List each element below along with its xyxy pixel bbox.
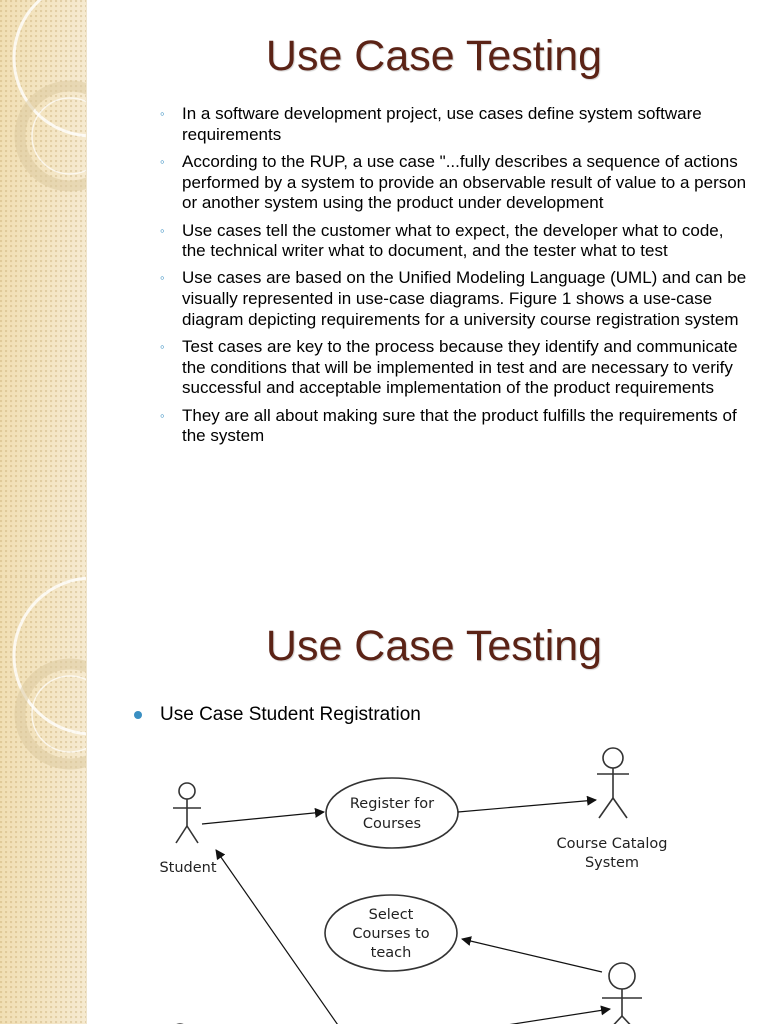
- bullet-marker: ◦: [160, 270, 165, 286]
- register-courses-label-line2: Courses: [362, 816, 422, 832]
- professor-to-select-arrow: [462, 939, 602, 972]
- decorative-rings-icon: [0, 0, 86, 576]
- list-item: ◦ Test cases are key to the process because they identify and communicate the conditions that will be implemented in test and are necessary to verify successful and acceptable implementation of the product requirements: [160, 337, 738, 398]
- course-catalog-label-line2: System: [584, 855, 640, 871]
- lower-to-professor-arrow: [462, 1009, 610, 1024]
- slide-title: Use Case Testing: [265, 622, 603, 670]
- bullet-list: [158, 104, 748, 454]
- register-courses-label-line1: Register for: [349, 796, 435, 812]
- list-item: ◦ In a software development project, use cases define system software requirements: [160, 104, 702, 144]
- lower-to-student-arrow: [216, 850, 340, 1024]
- slide-2: [0, 576, 768, 1024]
- decorative-side-band: [0, 576, 87, 1024]
- bullet-marker: ◦: [160, 106, 165, 121]
- bullet-dot-icon: [134, 711, 142, 719]
- professor-actor-icon: [602, 963, 642, 1024]
- bullet-marker: ◦: [160, 407, 165, 423]
- select-courses-label-line3: teach: [370, 945, 412, 961]
- bullet-marker: ◦: [160, 153, 165, 169]
- course-catalog-actor-icon: [597, 748, 629, 818]
- list-item: ◦ Use cases are based on the Unified Modeling Language (UML) and can be visually represented in use-case diagrams. Figure 1 shows a use-case diagram depicting requirements for a university course registration system: [160, 268, 747, 329]
- student-label: Student: [159, 860, 217, 876]
- student-actor-icon: [173, 783, 201, 843]
- bullet-marker: ◦: [160, 222, 165, 238]
- decorative-rings-icon: [0, 576, 86, 1024]
- use-case-diagram: [140, 736, 700, 1024]
- course-catalog-label-line1: Course Catalog: [556, 836, 668, 852]
- decorative-side-band: [0, 0, 87, 576]
- student-to-register-arrow: [202, 812, 324, 824]
- select-courses-label-line2: Courses to: [352, 926, 430, 942]
- register-to-catalog-arrow: [458, 800, 596, 812]
- list-item: ◦ According to the RUP, a use case "...fully describes a sequence of actions performed by a system to provide an observable result of value to a person or another system using the product under development: [160, 151, 747, 213]
- bullet-marker: ◦: [160, 339, 165, 355]
- bullet-text: Use Case Student Registration: [160, 704, 421, 725]
- list-item: ◦ They are all about making sure that the product fulfills the requirements of the system: [160, 405, 737, 446]
- slide-title: Use Case Testing: [265, 32, 603, 80]
- list-item: ◦ Use cases tell the customer what to expect, the developer what to code, the technical writer what to document, and the tester what to test: [160, 220, 724, 261]
- register-courses-use-case: [326, 778, 458, 848]
- select-courses-label-line1: Select: [368, 907, 414, 923]
